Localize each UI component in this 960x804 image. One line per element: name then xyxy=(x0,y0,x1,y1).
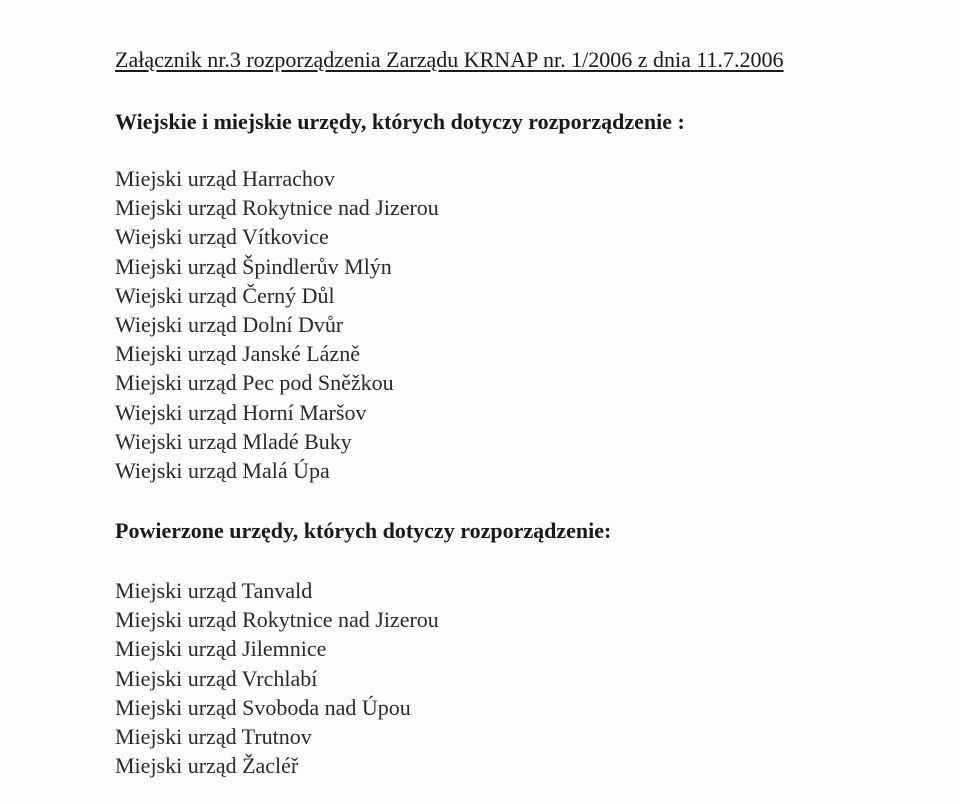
list-item: Miejski urząd Svoboda nad Úpou xyxy=(115,694,411,720)
list-item: Miejski urząd Jilemnice xyxy=(115,636,327,662)
list-item: Miejski urząd Vrchlabí xyxy=(115,665,318,691)
list-item: Wiejski urząd Dolní Dvůr xyxy=(115,312,344,338)
delegated-offices-list xyxy=(115,576,439,780)
list-item: Miejski urząd Špindlerův Mlýn xyxy=(115,253,392,279)
list-item: Miejski urząd Pec pod Sněžkou xyxy=(115,370,394,396)
list-item: Miejski urząd Janské Lázně xyxy=(115,341,360,367)
list-item: Wiejski urząd Vítkovice xyxy=(115,224,329,250)
section-heading-delegated-offices: Powierzone urzędy, których dotyczy rozporządzenie: xyxy=(115,518,612,543)
list-item: Wiejski urząd Horní Maršov xyxy=(115,399,367,425)
list-item: Wiejski urząd Malá Úpa xyxy=(115,458,330,484)
municipal-offices-list xyxy=(115,164,439,485)
list-item: Miejski urząd Žacléř xyxy=(115,753,299,779)
list-item: Miejski urząd Trutnov xyxy=(115,724,312,750)
list-item: Miejski urząd Rokytnice nad Jizerou xyxy=(115,195,439,221)
list-item: Wiejski urząd Černý Důl xyxy=(115,282,335,308)
list-item: Wiejski urząd Mladé Buky xyxy=(115,428,352,454)
list-item: Miejski urząd Tanvald xyxy=(115,578,313,603)
list-item: Miejski urząd Harrachov xyxy=(115,166,335,191)
list-item: Miejski urząd Rokytnice nad Jizerou xyxy=(115,607,439,633)
section-heading-municipal-offices: Wiejskie i miejskie urzędy, których dotyczy rozporządzenie : xyxy=(115,109,685,134)
document-title: Załącznik nr.3 rozporządzenia Zarządu KRNAP nr. 1/2006 z dnia 11.7.2006 xyxy=(115,47,784,72)
